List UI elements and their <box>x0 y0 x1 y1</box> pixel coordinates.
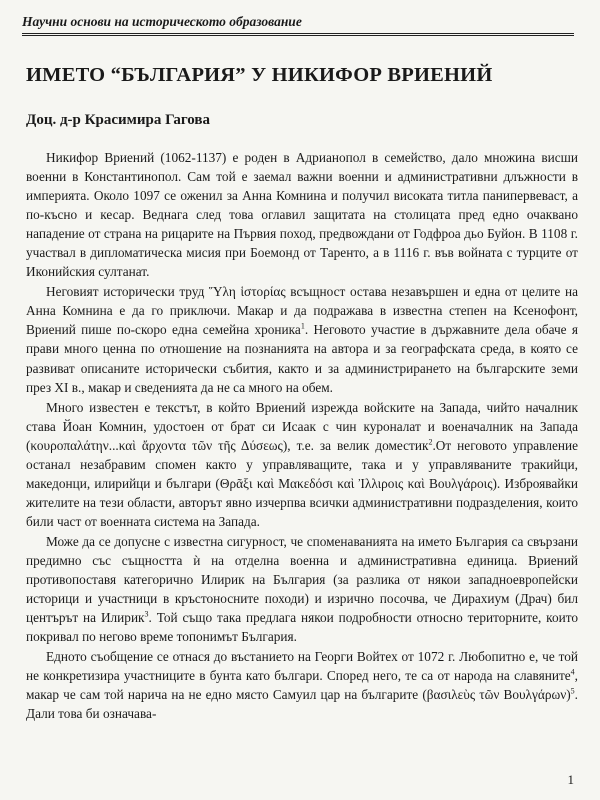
body-paragraph <box>26 647 578 723</box>
paragraph-text: Едното съобщение се отнася до въстанието на Георги Войтех от 1072 г. Любопитно е, че той не конкретизира участниците в бунта като българи. Според него, те са от народа на славяните <box>26 649 578 684</box>
article-body <box>26 148 578 724</box>
paragraph-text: Никифор Вриений (1062-1137) е роден в Адрианопол в семейство, дало множина висши военни в Константинопол. Сам той е заемал важни военни и административни длъжности в империята. Около 1097 се оженил за Анна Комнина и получил високата титла панипервеваст, а по-късно и кесар. Веднага след това оглавил защитата на столицата пред едно очаквано нападение от страна на рицарите на Първия поход, предвождани от Годфроа дьо Буйон. В 1108 г. участвал в дипломатическа мисия при Боемонд от Таренто, а в 1116 г. във войната с турците от Иконийския султанат. <box>26 150 578 280</box>
footnote-ref: 4 <box>570 667 575 677</box>
footnote-ref: 5 <box>570 686 575 696</box>
page-number: 1 <box>567 772 574 787</box>
footnote-ref: 1 <box>300 322 305 331</box>
body-paragraph <box>26 282 578 396</box>
article-title: ИМЕТО “БЪЛГАРИЯ” У НИКИФОР ВРИЕНИЙ <box>26 64 493 86</box>
footnote-ref: 3 <box>144 609 149 619</box>
paragraph-text: . Дали това би означава- <box>26 687 578 722</box>
author-line: Доц. д-р Красимира Гагова <box>26 112 210 128</box>
paragraph-text: , макар че сам той нарича на не едно място Самуил цар на българите (βασιλεὺς τῶν Βουλγάρων) <box>26 668 578 703</box>
paragraph-text: . Той също така предлага някои подробности относно територните, които покривал по негово време топонимът България. <box>26 610 579 645</box>
paragraph-text: .От неговото управление останал незабравим спомен както у управляващите, така и у управляваните тракийци, македонци, илирийци и българи (Θρᾶξι καὶ Μακεδόσι καὶ Ἰλλιροις καὶ Βουλγάροις). Изброявайки жителите на тези области, авторът явно изчерпва всички административни подразделения, които били част от военната система на Запада. <box>26 437 578 529</box>
running-head: Научни основи на историческото образование <box>22 14 574 36</box>
paragraph-text: Може да се допусне с известна сигурност, че споменаванията на името България са свързани предимно със същността ѝ на отделна военна и административна единица. Вриений противопоставя категорично Илирик на България (за разлика от някои западноевропейски историци и участници в кръстоносните походи) и изрично посочва, че Дирахиум (Драч) бил центърът на Илирик <box>26 533 578 626</box>
body-paragraph <box>26 532 578 646</box>
paragraph-text: Много известен е текстът, в който Вриений изрежда войските на Запада, чийто началник става Йоан Комнин, удостоен от брат си Исаак с чин куроналат и военачалник на Запада (κουροπαλάτην...καὶ ἄρχοντα τῶν τῆς Δύσεως), т.е. за велик доместик <box>26 399 578 453</box>
paragraph-text: . Неговото участие в държавните дела обаче я прави много ценна по отношение на познанията на автора и за географската среда, в която се развиват описаните исторически събития, както и за администрирането на българските земи през XI в., макар и сведенията да не са много на обем. <box>26 322 578 395</box>
body-paragraph <box>26 148 578 281</box>
body-paragraph <box>26 398 578 531</box>
footnote-ref: 2 <box>428 437 433 447</box>
paragraph-text: Неговият исторически труд Ὕλη ἱστορίας всъщност остава незавършен и една от целите на Анна Комнина е да го приключи. Макар и да подражава в известна степен на Ксенофонт, Вриений пише по-скоро една семейна хроника <box>26 284 578 338</box>
